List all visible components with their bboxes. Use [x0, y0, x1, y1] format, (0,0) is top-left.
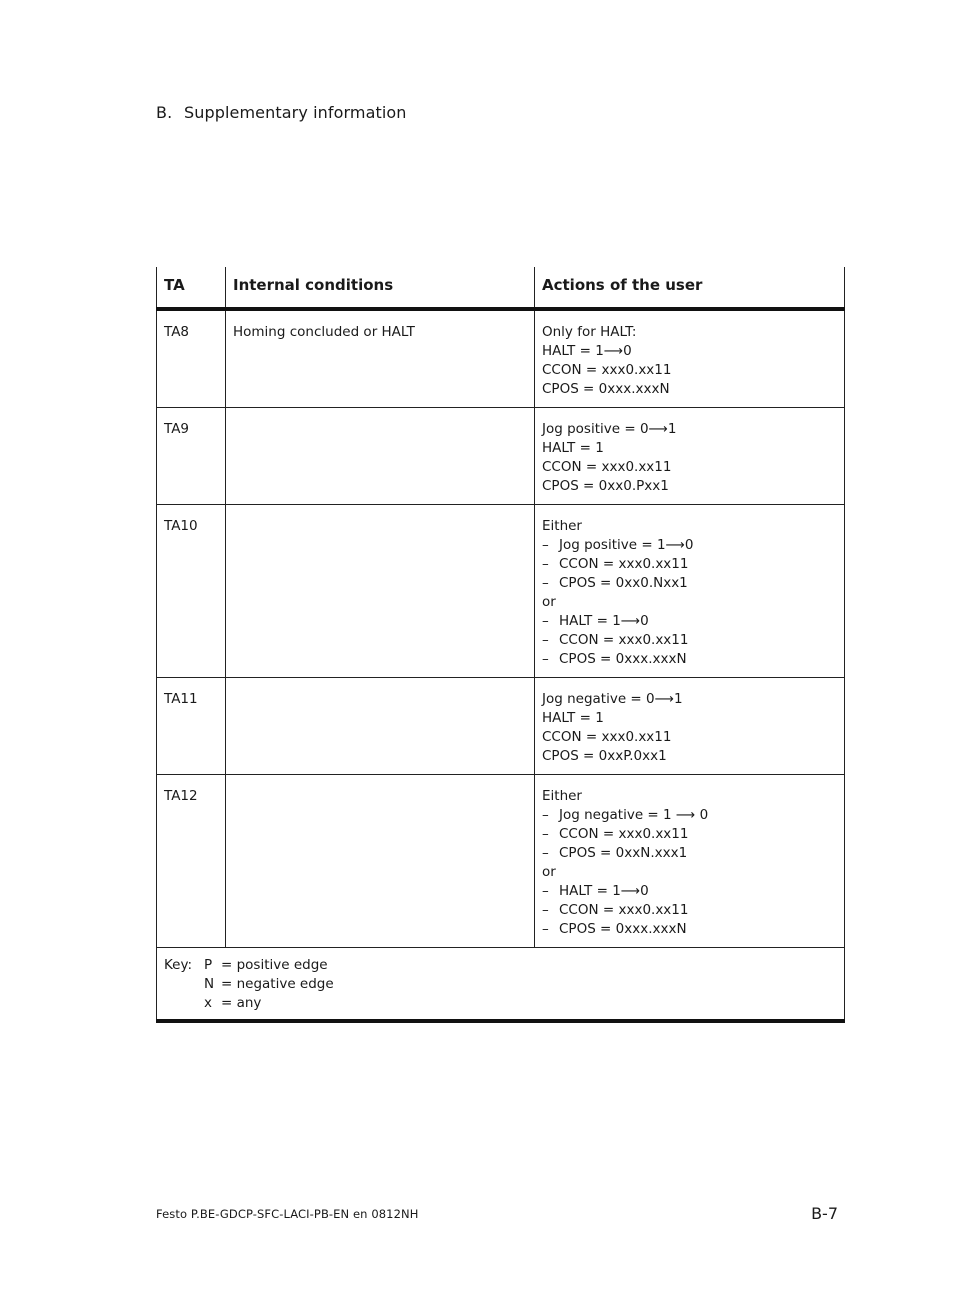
- action-text: or: [542, 864, 556, 880]
- dash-bullet: –: [542, 826, 549, 842]
- key-entry: [204, 975, 334, 994]
- action-line: [542, 844, 837, 863]
- action-line: [542, 631, 837, 650]
- key-entries: [204, 956, 334, 1013]
- section-header: [156, 102, 407, 124]
- action-line: [542, 477, 837, 496]
- key-symbol: N: [204, 976, 215, 992]
- action-line: [542, 747, 837, 766]
- conditions-cell: [226, 408, 535, 505]
- actions-cell: [535, 505, 845, 678]
- action-text: CPOS = 0xx0.Nxx1: [559, 575, 688, 591]
- conditions-cell: [226, 505, 535, 678]
- action-text: or: [542, 594, 556, 610]
- action-line: [542, 728, 837, 747]
- action-line: [542, 536, 837, 555]
- action-text: CCON = xxx0.xx11: [542, 362, 672, 378]
- actions-cell: [535, 309, 845, 408]
- section-number: B.: [156, 103, 173, 122]
- dash-bullet: –: [542, 632, 549, 648]
- table-row: [157, 678, 845, 775]
- key-text: = negative edge: [221, 976, 334, 992]
- dash-bullet: –: [542, 556, 549, 572]
- action-line: [542, 806, 837, 825]
- dash-bullet: –: [542, 651, 549, 667]
- action-text: HALT = 1: [542, 710, 604, 726]
- action-line: [542, 323, 837, 342]
- action-text: HALT = 1⟶0: [542, 343, 632, 359]
- action-text: CCON = xxx0.xx11: [559, 826, 689, 842]
- key-symbol: P: [204, 957, 213, 973]
- ta-cell: TA9: [157, 408, 226, 505]
- action-line: [542, 517, 837, 536]
- actions-cell: [535, 678, 845, 775]
- key-entry: [204, 956, 334, 975]
- action-text: CCON = xxx0.xx11: [559, 632, 689, 648]
- key-row: [157, 948, 845, 1022]
- action-line: [542, 825, 837, 844]
- footer-document-id: Festo P.BE-GDCP-SFC-LACI-PB-EN en 0812NH: [156, 1207, 419, 1221]
- dash-bullet: –: [542, 845, 549, 861]
- table-row: [157, 408, 845, 505]
- action-line: [542, 361, 837, 380]
- actions-cell: [535, 775, 845, 948]
- action-text: CPOS = 0xxN.xxx1: [559, 845, 688, 861]
- table-header-row: [157, 267, 845, 309]
- conditions-cell: [226, 775, 535, 948]
- transition-table: [156, 267, 844, 1023]
- action-line: [542, 380, 837, 399]
- action-text: CPOS = 0xxP.0xx1: [542, 748, 667, 764]
- dash-bullet: –: [542, 902, 549, 918]
- action-line: [542, 709, 837, 728]
- action-text: CCON = xxx0.xx11: [542, 459, 672, 475]
- key-entry: [204, 994, 334, 1013]
- action-text: CCON = xxx0.xx11: [559, 556, 689, 572]
- action-line: [542, 439, 837, 458]
- action-text: Jog negative = 0⟶1: [542, 691, 683, 707]
- ta-cell: TA10: [157, 505, 226, 678]
- action-line: [542, 593, 837, 612]
- action-line: [542, 787, 837, 806]
- action-text: CPOS = 0xxx.xxxN: [559, 921, 687, 937]
- column-header-actions: Actions of the user: [535, 267, 845, 309]
- table-row: [157, 775, 845, 948]
- section-title: Supplementary information: [184, 103, 407, 122]
- actions-cell: [535, 408, 845, 505]
- action-text: CPOS = 0xx0.Pxx1: [542, 478, 669, 494]
- key-text: = positive edge: [221, 957, 328, 973]
- action-line: [542, 901, 837, 920]
- footer-page-number: B-7: [811, 1204, 838, 1223]
- action-text: CCON = xxx0.xx11: [542, 729, 672, 745]
- action-text: Only for HALT:: [542, 324, 637, 340]
- action-text: CPOS = 0xxx.xxxN: [542, 381, 670, 397]
- dash-bullet: –: [542, 537, 549, 553]
- action-line: [542, 690, 837, 709]
- action-line: [542, 920, 837, 939]
- dash-bullet: –: [542, 921, 549, 937]
- dash-bullet: –: [542, 807, 549, 823]
- action-line: [542, 574, 837, 593]
- action-line: [542, 863, 837, 882]
- key-symbol: x: [204, 995, 212, 1011]
- action-line: [542, 420, 837, 439]
- conditions-cell: [226, 678, 535, 775]
- key-label: Key:: [164, 957, 193, 973]
- action-text: HALT = 1⟶0: [559, 613, 649, 629]
- ta-cell: TA8: [157, 309, 226, 408]
- table-row: [157, 309, 845, 408]
- action-text: Jog positive = 0⟶1: [542, 421, 677, 437]
- action-line: [542, 882, 837, 901]
- dash-bullet: –: [542, 883, 549, 899]
- action-text: Jog positive = 1⟶0: [559, 537, 694, 553]
- action-text: HALT = 1⟶0: [559, 883, 649, 899]
- dash-bullet: –: [542, 575, 549, 591]
- conditions-cell: Homing concluded or HALT: [226, 309, 535, 408]
- action-text: Jog negative = 1 ⟶ 0: [559, 807, 709, 823]
- column-header-ta: TA: [157, 267, 226, 309]
- action-text: Either: [542, 518, 582, 534]
- table-row: [157, 505, 845, 678]
- action-line: [542, 342, 837, 361]
- action-text: Either: [542, 788, 582, 804]
- key-cell: [157, 948, 845, 1022]
- action-text: CCON = xxx0.xx11: [559, 902, 689, 918]
- action-text: HALT = 1: [542, 440, 604, 456]
- action-line: [542, 650, 837, 669]
- dash-bullet: –: [542, 613, 549, 629]
- action-text: CPOS = 0xxx.xxxN: [559, 651, 687, 667]
- ta-cell: TA11: [157, 678, 226, 775]
- action-line: [542, 555, 837, 574]
- key-text: = any: [221, 995, 262, 1011]
- action-line: [542, 458, 837, 477]
- ta-cell: TA12: [157, 775, 226, 948]
- action-line: [542, 612, 837, 631]
- column-header-conditions: Internal conditions: [226, 267, 535, 309]
